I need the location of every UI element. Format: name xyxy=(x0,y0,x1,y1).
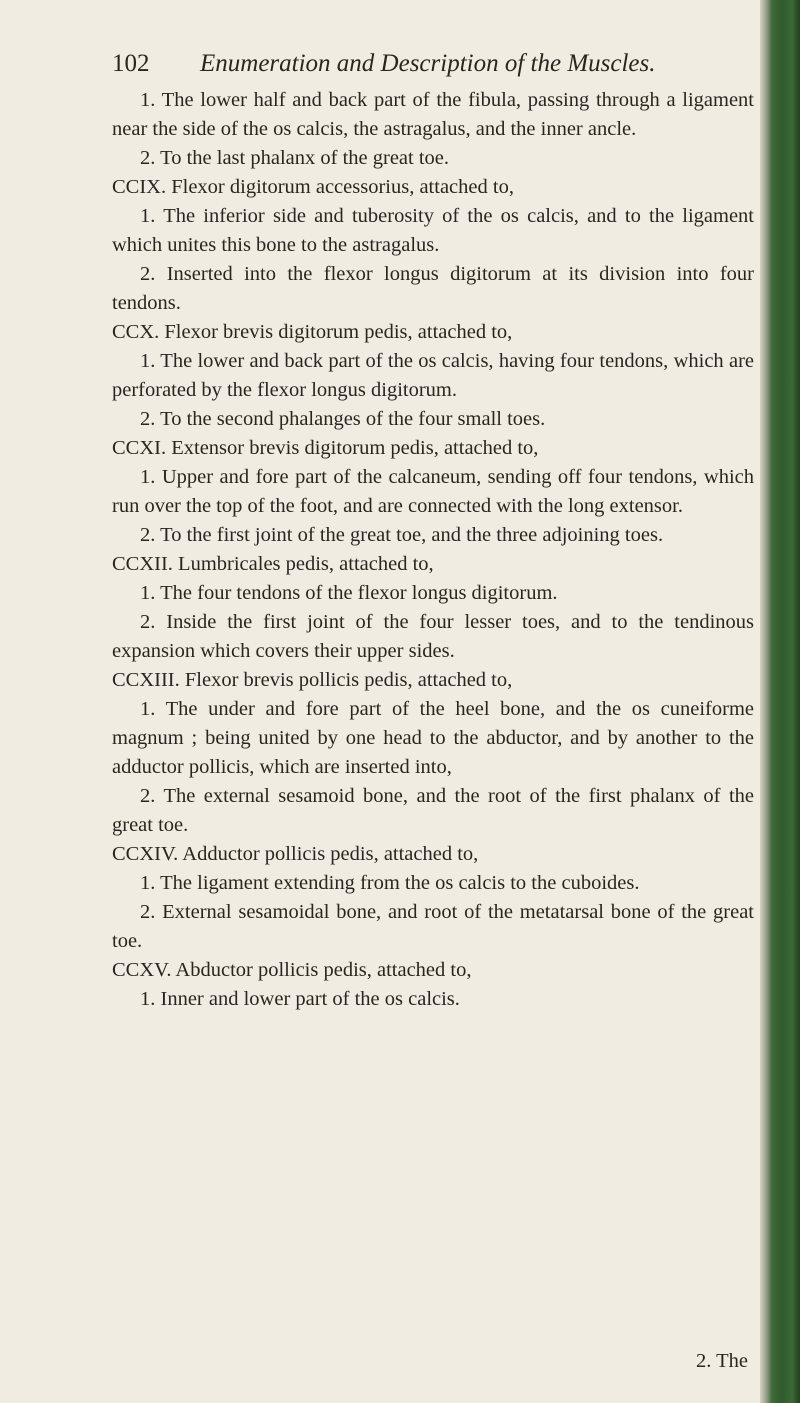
paragraph: 2. Inserted into the flexor longus digitorum at its division into four tendons. xyxy=(112,263,754,314)
muscle-heading: CCXV. Abductor pollicis pedis, attached to, xyxy=(112,959,472,981)
muscle-heading: CCXII. Lumbricales pedis, attached to, xyxy=(112,553,434,575)
paragraph: 1. The inferior side and tuberosity of the os calcis, and to the ligament which unites this bone to the astragalus. xyxy=(112,205,754,256)
paragraph: 1. The four tendons of the flexor longus digitorum. xyxy=(140,582,558,604)
paragraph: 1. Inner and lower part of the os calcis. xyxy=(140,988,460,1010)
page-header xyxy=(112,50,752,84)
book-binding-edge xyxy=(760,0,800,1403)
page-number: 102 xyxy=(112,50,150,77)
muscle-heading: CCXI. Extensor brevis digitorum pedis, attached to, xyxy=(112,437,539,459)
paragraph: 2. External sesamoidal bone, and root of the metatarsal bone of the great toe. xyxy=(112,901,754,952)
muscle-heading: CCXIII. Flexor brevis pollicis pedis, attached to, xyxy=(112,669,513,691)
running-title: Enumeration and Description of the Muscles. xyxy=(200,50,656,77)
paragraph: 2. Inside the first joint of the four lesser toes, and to the tendinous expansion which covers their upper sides. xyxy=(112,611,754,662)
muscle-heading: CCXIV. Adductor pollicis pedis, attached to, xyxy=(112,843,479,865)
paragraph: 1. The lower half and back part of the fibula, passing through a ligament near the side of the os calcis, the astragalus, and the inner ancle. xyxy=(112,89,754,140)
paragraph: 1. The ligament extending from the os calcis to the cuboides. xyxy=(140,872,640,894)
paragraph: 2. The external sesamoid bone, and the root of the first phalanx of the great toe. xyxy=(112,785,754,836)
paragraph: 2. To the last phalanx of the great toe. xyxy=(140,147,450,169)
muscle-heading: CCIX. Flexor digitorum accessorius, attached to, xyxy=(112,176,514,198)
catchword: 2. The xyxy=(696,1350,749,1372)
paragraph: 2. To the first joint of the great toe, and the three adjoining toes. xyxy=(140,524,664,546)
paragraph: 2. To the second phalanges of the four small toes. xyxy=(140,408,546,430)
text-body xyxy=(112,86,754,1014)
paragraph: 1. The lower and back part of the os calcis, having four tendons, which are perforated by the flexor longus digitorum. xyxy=(112,350,754,401)
paragraph: 1. Upper and fore part of the calcaneum, sending off four tendons, which run over the top of the foot, and are connected with the long extensor. xyxy=(112,466,754,517)
muscle-heading: CCX. Flexor brevis digitorum pedis, attached to, xyxy=(112,321,513,343)
paragraph: 1. The under and fore part of the heel bone, and the os cuneiforme magnum ; being united by one head to the abductor, and by another to the adductor pollicis, which are inserted into, xyxy=(112,698,754,778)
